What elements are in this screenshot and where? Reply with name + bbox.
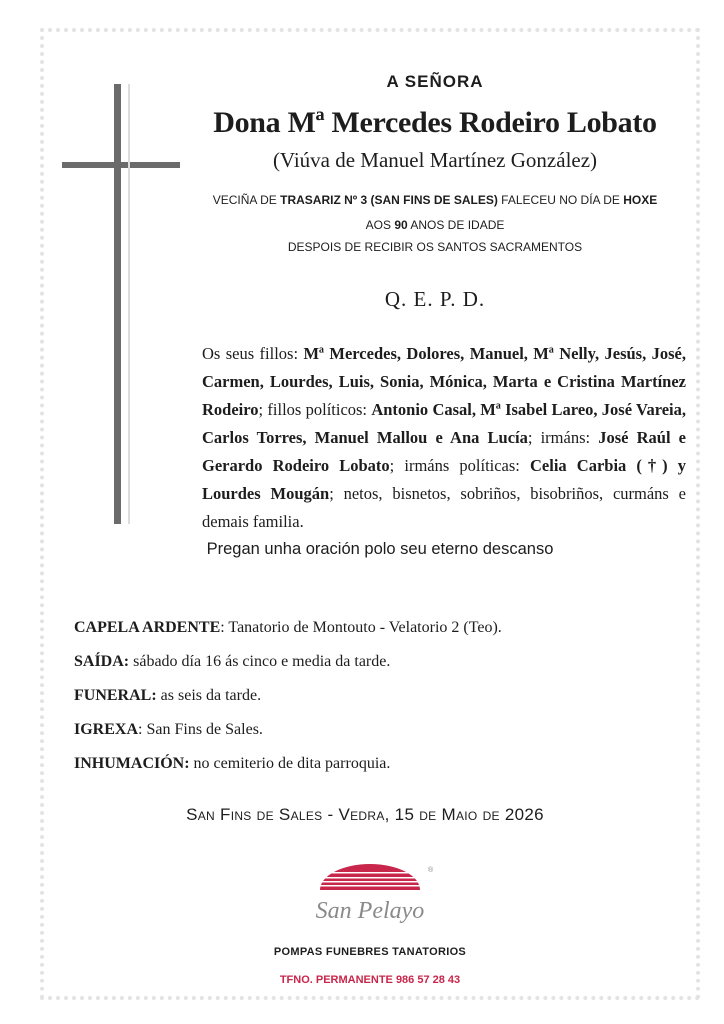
residence-line: VECIÑA DE TRASARIZ Nº 3 (SAN FINS DE SALES) FALECEU NO DÍA DE HOXE xyxy=(212,193,658,207)
family-paragraph: Os seus fillos: Mª Mercedes, Dolores, Manuel, Mª Nelly, Jesús, José, Carmen, Lourdes, Luis, Sonia, Mónica, Marta e Cristina Martínez Rodeiro; fillos políticos: Antonio Casal, Mª Isabel Lareo, José Vareia, Carlos Torres, Manuel Mallou e Ana Lucía; irmáns: José Raúl e Gerardo Rodeiro Lobato; irmáns políticas: Celia Carbia (†) y Lourdes Mougán; netos, bisnetos, sobriños, bisobriños, curmáns e demais familia. xyxy=(202,344,686,531)
funeral-home-phone[interactable]: TFNO. PERMANENTE 986 57 28 43 xyxy=(279,974,461,986)
place-and-date: San Fins de Sales - Vedra, 15 de Maio de 2026 xyxy=(186,805,544,824)
sacraments-line: DESPOIS DE RECIBIR OS SANTOS SACRAMENTOS xyxy=(287,240,583,254)
service-details xyxy=(74,618,674,788)
widow-of: (Viúva de Manuel Martínez González) xyxy=(272,148,598,172)
qepd: Q. E. P. D. xyxy=(384,287,486,311)
prayer-request: Pregan unha oración polo seu eterno descanso xyxy=(206,540,554,558)
detail-row: FUNERAL: as seis da tarde. xyxy=(74,687,262,704)
detail-row: SAÍDA: sábado día 16 ás cinco e media da tarde. xyxy=(74,653,391,670)
san-pelayo-logo xyxy=(300,860,440,940)
logo-text: San Pelayo xyxy=(315,898,425,924)
detail-row: CAPELA ARDENTE: Tanatorio de Montouto - Velatorio 2 (Teo). xyxy=(74,619,502,636)
registered-mark: ® xyxy=(428,867,434,874)
salutation: A SEÑORA xyxy=(386,72,484,91)
detail-row: IGREXA: San Fins de Sales. xyxy=(74,721,263,738)
cross-icon xyxy=(62,84,182,524)
age-line: AOS 90 ANOS DE IDADE xyxy=(365,218,505,232)
detail-row: INHUMACIÓN: no cemiterio de dita parroquia. xyxy=(74,755,391,772)
funeral-home-tagline: POMPAS FUNEBRES TANATORIOS xyxy=(273,946,467,958)
deceased-name: Dona Mª Mercedes Rodeiro Lobato xyxy=(213,106,657,139)
